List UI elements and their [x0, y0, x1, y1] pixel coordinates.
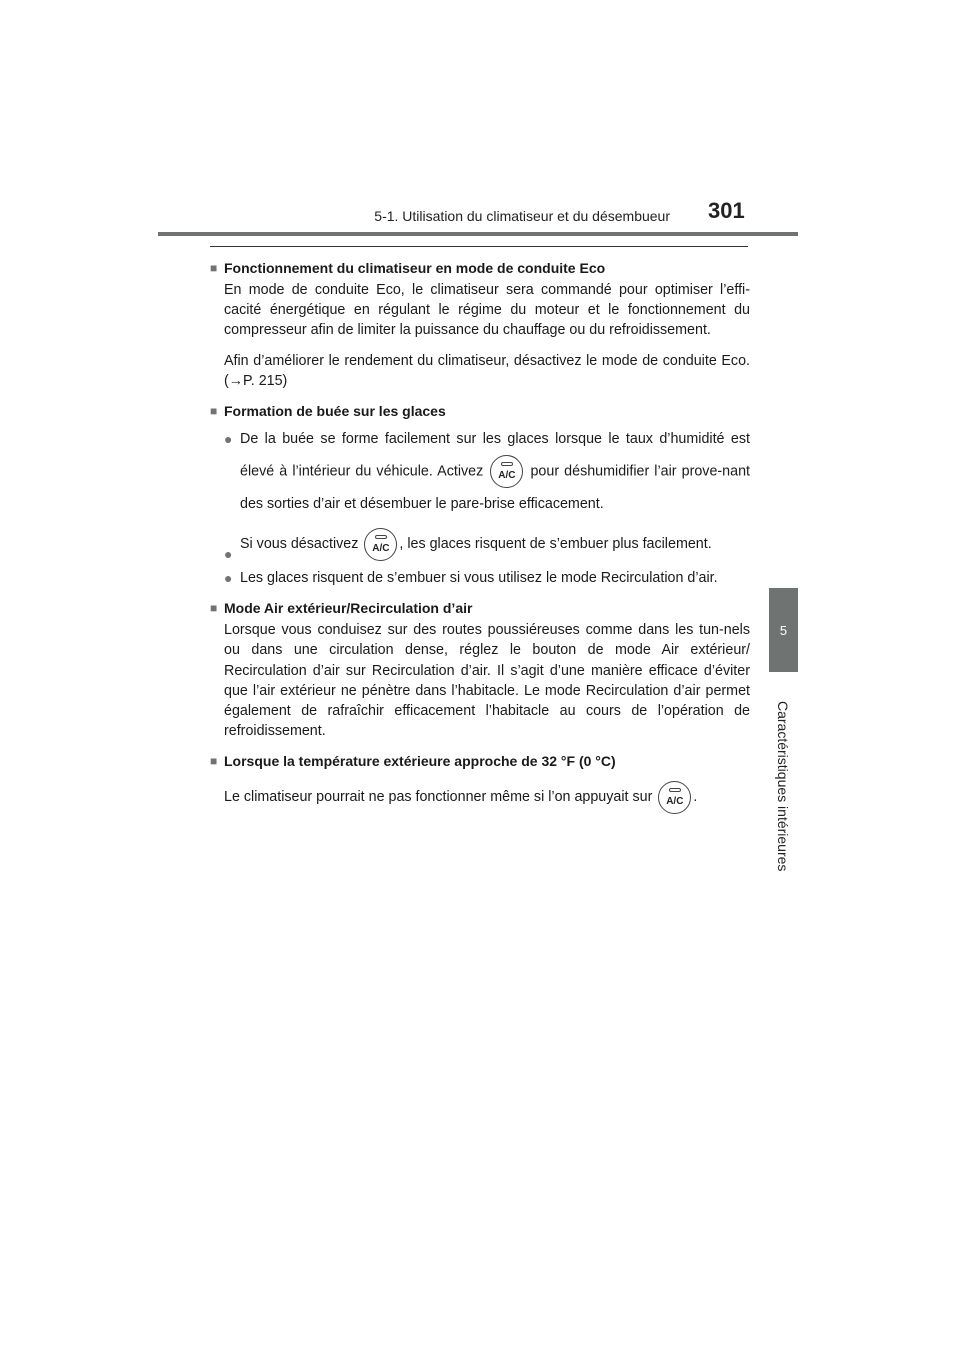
chapter-tab	[769, 588, 798, 672]
circle-bullet-icon: ●	[224, 570, 233, 587]
fog-bullet-2: ● Si vous désactivez A/C , les glaces risquent de s’embuer plus facilement.	[224, 524, 750, 564]
section-heading-temperature: ■ Lorsque la température extérieure approche de 32 °F (0 °C)	[210, 753, 616, 770]
header-rule	[158, 232, 798, 236]
circle-bullet-icon: ●	[224, 546, 233, 563]
header-title: 5-1. Utilisation du climatiseur et du désembueur	[374, 208, 670, 224]
section-heading-fog: ■ Formation de buée sur les glaces	[210, 403, 446, 420]
square-bullet-icon: ■	[210, 404, 218, 419]
fog-bullet-3: ● Les glaces risquent de s’embuer si vous utilisez le mode Recirculation d’air.	[224, 568, 750, 588]
fog-bullet-1: ● De la buée se forme facilement sur les glaces lorsque le taux d’humidité est élevé à l’intérieur du véhicule. Activez A/C pour déshumidifier l’air prove-nant des sorties d’air et désembuer le pare-brise efficacement.	[224, 423, 750, 520]
page-number: 301	[708, 198, 745, 223]
section-heading-eco: ■ Fonctionnement du climatiseur en mode de conduite Eco	[210, 260, 606, 276]
ac-button-icon: A/C	[490, 455, 523, 488]
square-bullet-icon: ■	[210, 754, 218, 769]
circle-bullet-icon: ●	[224, 431, 233, 448]
chapter-label: Caractéristiques intérieures	[775, 701, 791, 872]
temperature-paragraph: Le climatiseur pourrait ne pas fonctionner même si l’on appuyait sur A/C .	[224, 777, 750, 817]
eco-paragraph-2: Afin d’améliorer le rendement du climatiseur, désactivez le mode de conduite Eco. (→P. 215)	[224, 352, 750, 389]
ac-button-icon: A/C	[364, 528, 397, 561]
ac-button-icon: A/C	[658, 781, 691, 814]
page-content	[210, 258, 750, 817]
chapter-number: 5	[779, 622, 788, 638]
square-bullet-icon: ■	[210, 261, 218, 275]
square-bullet-icon: ■	[210, 601, 218, 616]
air-mode-paragraph: Lorsque vous conduisez sur des routes poussiéreuses comme dans les tun-nels ou dans une circulation dense, réglez le bouton de mode Air extérieur/ Recirculation d’air sur Recirculation d’air. Il s’agit d’une manière efficace d’éviter que l’air extérieur ne pénètre dans l’habitacle. Le mode Recirculation d’air permet également de rafraîchir efficacement l’habitacle au cours de l’opération de refroidissement.	[224, 622, 750, 740]
content-rule	[210, 246, 748, 247]
eco-paragraph-1: En mode de conduite Eco, le climatiseur sera commandé pour optimiser l’effi-cacité énergétique en régulant le régime du moteur et le fonctionnement du compresseur afin de limiter la puissance du chauffage ou du refroidissement.	[224, 282, 750, 339]
section-heading-air-mode: ■ Mode Air extérieur/Recirculation d’air	[210, 600, 473, 617]
